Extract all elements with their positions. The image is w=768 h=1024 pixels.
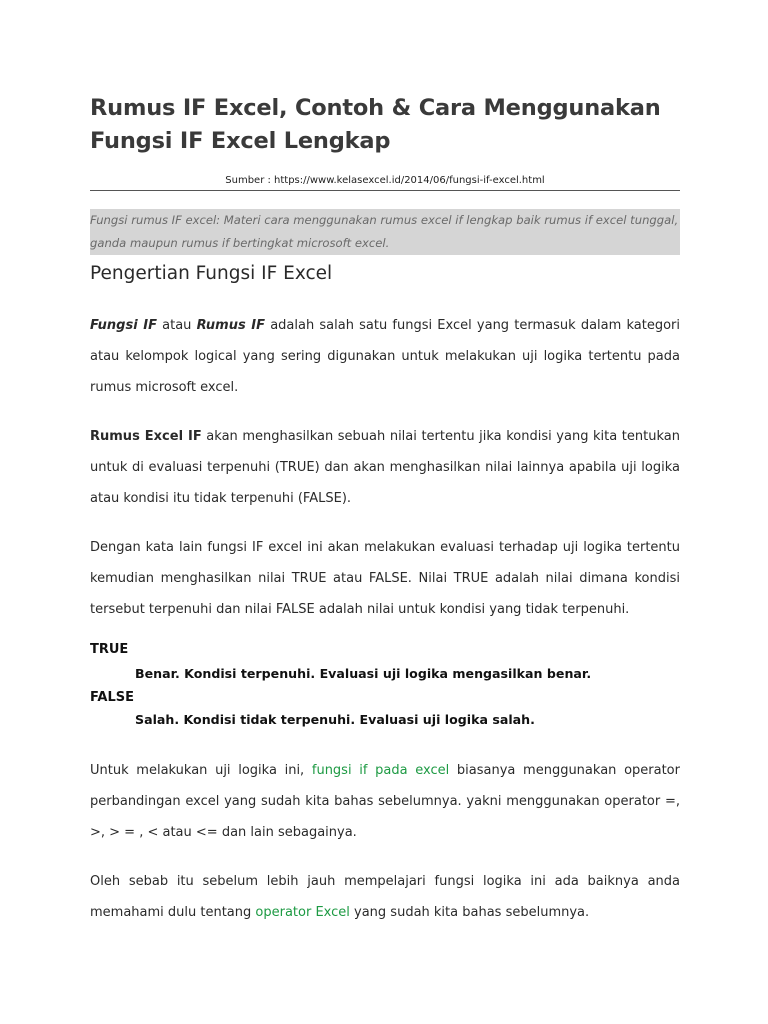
paragraph-line: Oleh sebab itu sebelum lebih jauh mempelajari fungsi logika ini ada baiknya anda: [90, 874, 680, 889]
paragraph-line: Fungsi IF atau Rumus IF adalah salah satu fungsi Excel yang termasuk dalam kategori: [90, 318, 680, 333]
term-rumus-excel-if: Rumus Excel IF: [90, 429, 202, 444]
paragraph-operator: [90, 755, 680, 848]
summary-line: ganda maupun rumus if bertingkat microsoft excel.: [90, 236, 390, 250]
paragraph-line: atau kelompok logical yang sering digunakan untuk melakukan uji logika tertentu pada: [90, 349, 680, 364]
summary-box: [90, 209, 680, 255]
definition-true: Benar. Kondisi terpenuhi. Evaluasi uji logika mengasilkan benar.: [135, 666, 592, 681]
paragraph-line: memahami dulu tentang operator Excel yang sudah kita bahas sebelumnya.: [90, 905, 590, 920]
definition-term-true: TRUE: [90, 642, 129, 657]
paragraph-line: untuk di evaluasi terpenuhi (TRUE) dan akan menghasilkan nilai lainnya apabila uji logika: [90, 460, 680, 475]
paragraph-evaluasi: [90, 532, 680, 625]
paragraph-line: rumus microsoft excel.: [90, 380, 239, 395]
divider: [90, 190, 680, 191]
paragraph-line: >, > = , < atau <= dan lain sebagainya.: [90, 825, 357, 840]
paragraph-line: atau kondisi itu tidak terpenuhi (FALSE).: [90, 491, 352, 506]
paragraph-line: perbandingan excel yang sudah kita bahas sebelumnya. yakni menggunakan operator =,: [90, 794, 680, 809]
definition-term-false: FALSE: [90, 690, 134, 705]
paragraph-rumus-excel-if: [90, 421, 680, 514]
paragraph-line: Untuk melakukan uji logika ini, fungsi if pada excel biasanya menggunakan operator: [90, 763, 680, 778]
term-fungsi-if: Fungsi IF: [90, 318, 157, 333]
paragraph-line: kemudian menghasilkan nilai TRUE atau FALSE. Nilai TRUE adalah nilai dimana kondisi: [90, 571, 680, 586]
page-title: Rumus IF Excel, Contoh & Cara Menggunakan Fungsi IF Excel Lengkap: [90, 95, 661, 154]
paragraph-definition: [90, 310, 680, 403]
definition-false: Salah. Kondisi tidak terpenuhi. Evaluasi uji logika salah.: [135, 712, 535, 727]
paragraph-line: Dengan kata lain fungsi IF excel ini akan melakukan evaluasi terhadap uji logika tertentu: [90, 540, 680, 555]
link-fungsi-if-pada-excel[interactable]: fungsi if pada excel: [311, 763, 450, 778]
link-operator-excel[interactable]: operator Excel: [255, 905, 350, 920]
paragraph-line: Rumus Excel IF akan menghasilkan sebuah nilai tertentu jika kondisi yang kita tentukan: [90, 429, 680, 444]
section-heading: Pengertian Fungsi IF Excel: [90, 263, 333, 284]
paragraph-operator-excel: [90, 866, 680, 928]
term-rumus-if: Rumus IF: [196, 318, 266, 333]
paragraph-line: tersebut terpenuhi dan nilai FALSE adalah nilai untuk kondisi yang tidak terpenuhi.: [90, 602, 630, 617]
summary-line: Fungsi rumus IF excel: Materi cara menggunakan rumus excel if lengkap baik rumus if excel tunggal,: [90, 213, 679, 227]
source-citation: Sumber : https://www.kelasexcel.id/2014/06/fungsi-if-excel.html: [225, 175, 545, 186]
